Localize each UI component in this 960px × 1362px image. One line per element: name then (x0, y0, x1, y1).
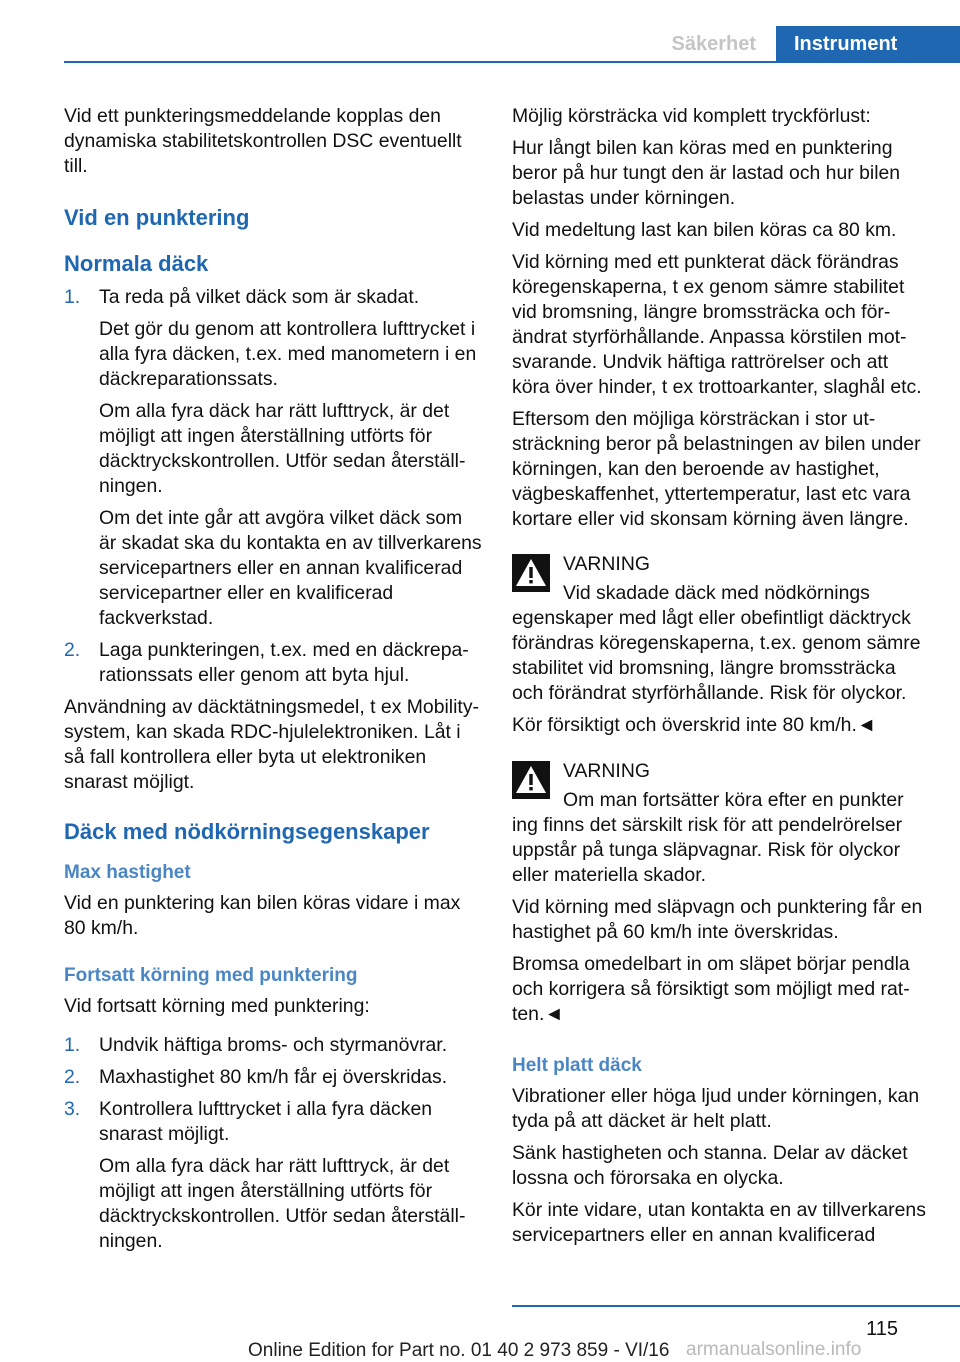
paragraph: Vid körning med ett punkterat däck förändras köregenskaperna, t ex genom sämre stabilitet vid bromsning, längre bromssträcka och förändrat styrförhållande. Anpassa körstilen motsvarande. Undvik häftiga rattrörelser och att köra över hinder, t ex trottoarkanter, slaghål etc. (512, 251, 922, 398)
list-text: Laga punkteringen, t.ex. med en däckreparationssats eller genom att byta hjul. (99, 639, 469, 686)
page-number: 115 (866, 1318, 898, 1340)
tab-section: Säkerhet (652, 26, 777, 62)
heading-nodkorning: Däck med nödkörningsegenskaper (64, 819, 430, 844)
list-text: Om alla fyra däck har rätt lufttryck, är det möjligt att ingen återställning utförts för däcktryckskontrollen. Utför sedan återställningen. (99, 1155, 466, 1252)
left-column (64, 104, 482, 1261)
heading-normala-dack: Normala däck (64, 251, 209, 276)
heading-vid-en-punktering: Vid en punktering (64, 205, 250, 230)
list-item (64, 285, 482, 631)
warning-body (512, 606, 930, 738)
paragraph: Sänk hastigheten och stanna. Delar av däcket lossna och förorsaka en olycka. (512, 1142, 908, 1189)
max-speed-text: Vid en punktering kan bilen köras vidare i max 80 km/h. (64, 892, 461, 939)
tab-chapter: Instrument (776, 26, 960, 62)
watermark: armanualsonline.info (686, 1339, 862, 1360)
list-text: Om alla fyra däck har rätt lufttryck, är det möjligt att ingen återställning utförts för däcktryckskontrollen. Utför sedan återställningen. (99, 400, 466, 497)
list-number: 3. (64, 1098, 81, 1120)
list-text: Kontrollera lufttrycket i alla fyra däcken snarast möjligt. (99, 1098, 433, 1145)
steps-list-runflat (64, 1033, 482, 1254)
list-text: Om det inte går att avgöra vilket däck som är skadat ska du kontakta en av tillverkarens servicepartners eller en annan kvalificerad servicepartner eller en kvalificerad fackverkstad. (99, 507, 482, 629)
edition-text: Online Edition for Part no. 01 40 2 973 859 - VI/16 (248, 1340, 670, 1361)
warning-first-line: Vid skadade däck med nödkörnings (563, 582, 870, 604)
paragraph: Hur långt bilen kan köras med en punktering beror på hur tungt den är lastad och hur bilen belastas under körningen. (512, 137, 901, 209)
list-text: Undvik häftiga broms- och styrmanövrar. (99, 1034, 448, 1056)
warning-title: VARNING (563, 553, 650, 575)
list-item (64, 1033, 482, 1058)
list-item (64, 638, 482, 688)
list-number: 2. (64, 639, 81, 661)
list-text: Ta reda på vilket däck som är skadat. (99, 286, 420, 308)
warning-text: Kör försiktigt och överskrid inte 80 km/h.◄ (512, 714, 877, 736)
list-item (64, 1065, 482, 1090)
list-item (64, 1097, 482, 1254)
right-column (512, 104, 930, 1255)
warning-first-line: Om man fortsätter köra efter en punkter (563, 789, 904, 811)
warning-triangle-icon (512, 554, 550, 592)
list-number: 2. (64, 1066, 81, 1088)
heading-helt-platt-dack: Helt platt däck (512, 1055, 642, 1076)
header-tabs (652, 26, 960, 62)
warning-text: egenskaper med lågt eller obefintligt däcktryck förändras köregenskaperna, t.ex. genom sämre stabilitet vid bromsning, längre bromssträcka och förändrat styrförhållande. Risk för olyckor. (512, 607, 921, 704)
warning-text: Vid körning med släpvagn och punktering får en hastighet på 60 km/h inte överskridas. (512, 896, 923, 943)
heading-max-hastighet: Max hastighet (64, 862, 191, 883)
warning-title: VARNING (563, 760, 650, 782)
list-text: Det gör du genom att kontrollera lufttrycket i alla fyra däcken, t.ex. med manometern i en däckreparationssats. (99, 318, 477, 390)
warning-body (512, 813, 930, 1027)
paragraph: Eftersom den möjliga körsträckan i stor utsträckning beror på belastningen av bilen under körningen, kan den beroende av hastighet, vägbeskaffenhet, yttertemperatur, last etc vara kortare eller vid skonsam körning även längre. (512, 408, 921, 530)
warning-triangle-icon (512, 761, 550, 799)
warning-text: ing finns det särskilt risk för att pendelrörelser uppstår på tunga släpvagnar. Risk för olyckor eller materiella skador. (512, 814, 903, 886)
warning-box (512, 552, 930, 738)
warning-box (512, 759, 930, 1027)
list-number: 1. (64, 1034, 81, 1056)
warning-text: Bromsa omedelbart in om släpet börjar pendla och korrigera så försiktigt som möjligt med ratten.◄ (512, 953, 910, 1025)
heading-fortsatt-korning: Fortsatt körning med punktering (64, 965, 358, 986)
fortsatt-intro: Vid fortsatt körning med punktering: (64, 995, 370, 1017)
paragraph: Vid medeltung last kan bilen köras ca 80 km. (512, 219, 897, 241)
sealant-note: Användning av däcktätningsmedel, t ex Mobility-system, kan skada RDC-hjulelektroniken. Låt i så fall kontrollera eller byta ut elektroniken snarast möjligt. (64, 696, 479, 793)
paragraph: Kör inte vidare, utan kontakta en av tillverkarens servicepartners eller en annan kvalificerad (512, 1199, 926, 1246)
steps-list-normal (64, 285, 482, 688)
intro-paragraph: Vid ett punkteringsmeddelande kopplas den dynamiska stabilitetskontrollen DSC eventuellt till. (64, 105, 462, 177)
paragraph: Vibrationer eller höga ljud under körningen, kan tyda på att däcket är helt platt. (512, 1085, 920, 1132)
paragraph: Möjlig körsträcka vid komplett tryckförlust: (512, 105, 871, 127)
list-text: Maxhastighet 80 km/h får ej överskridas. (99, 1066, 448, 1088)
footer-rule (512, 1305, 960, 1307)
header-rule (64, 61, 960, 63)
list-number: 1. (64, 286, 81, 308)
